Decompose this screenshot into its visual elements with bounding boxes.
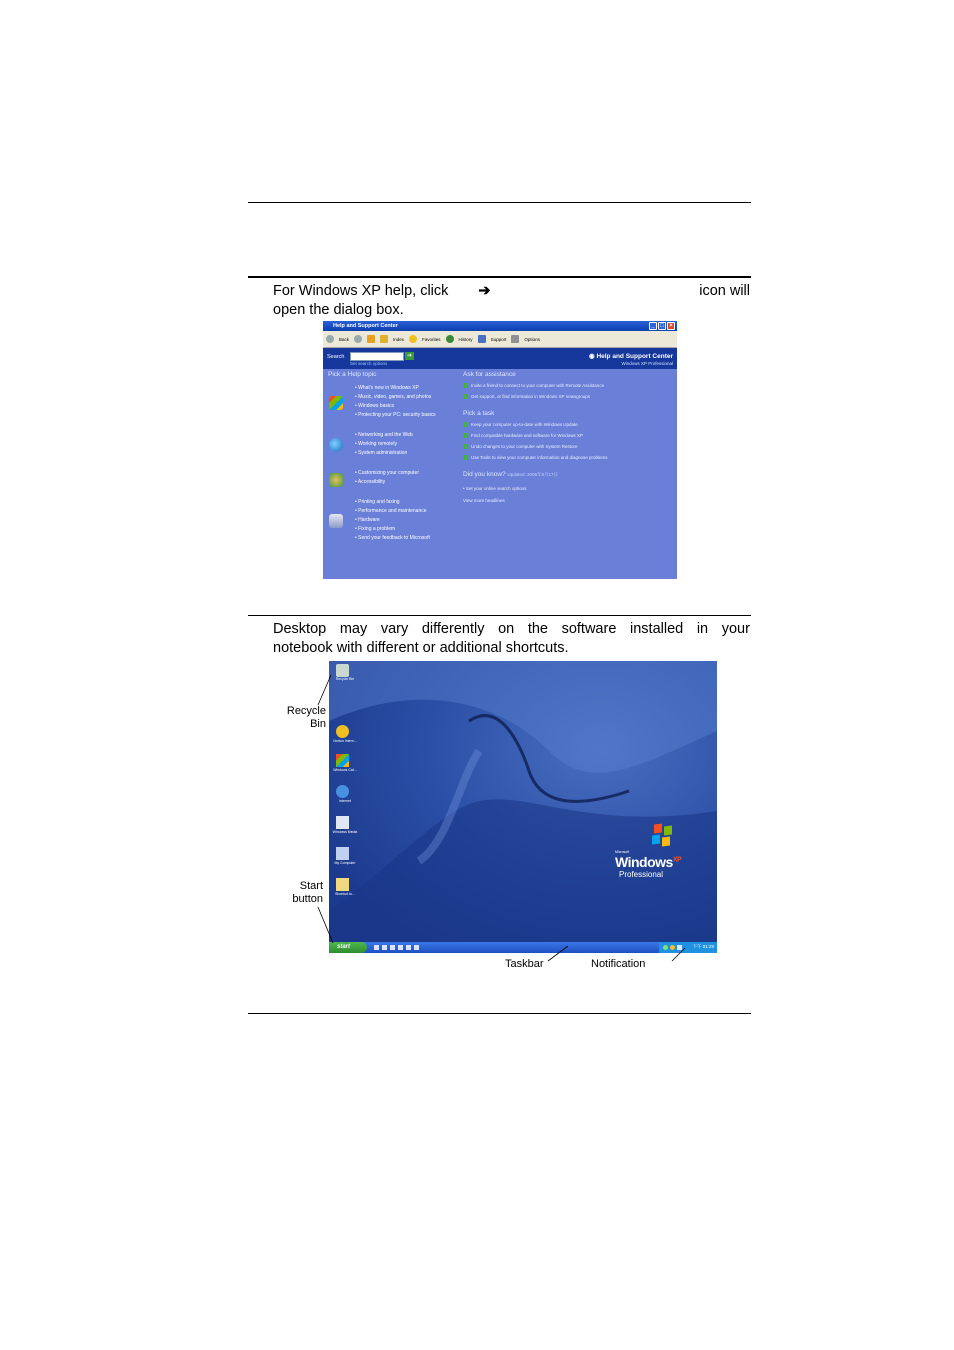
word: installed xyxy=(630,621,684,637)
start-label: start xyxy=(337,944,351,950)
task-item[interactable] xyxy=(463,444,578,449)
topic-item[interactable]: • Working remotely xyxy=(355,441,397,447)
topic-item[interactable]: • Protecting your PC: security basics xyxy=(355,412,436,418)
help-instruction-line1 xyxy=(273,282,750,301)
topic-item[interactable]: • Customizing your computer xyxy=(355,470,419,476)
callout-line: button xyxy=(292,893,323,905)
help-instruction-left: For Windows XP help, click xyxy=(273,283,449,299)
word: Desktop xyxy=(273,621,327,637)
recycle-bin-icon[interactable] xyxy=(336,664,349,677)
window-title: Help and Support Center xyxy=(333,323,398,329)
toolbar-index[interactable]: Index xyxy=(393,336,405,342)
word: on xyxy=(498,621,515,637)
task-item-text[interactable]: Use Tools to view your computer information and diagnose problems xyxy=(471,455,608,460)
history-icon[interactable] xyxy=(446,335,454,343)
green-arrow-icon xyxy=(463,444,468,449)
my-computer-icon[interactable] xyxy=(336,847,349,860)
topic-item[interactable]: • Send your feedback to Microsoft xyxy=(355,535,430,541)
dyk-item[interactable]: • Set your online search options xyxy=(463,486,527,491)
favorites-icon[interactable] xyxy=(409,335,417,343)
word: in xyxy=(696,621,709,637)
search-label: Search xyxy=(327,354,345,360)
desktop-icon-label: Shortcut to... xyxy=(335,892,355,896)
notification-callout: Notification xyxy=(591,958,646,970)
norton-icon[interactable] xyxy=(336,725,349,738)
green-arrow-icon xyxy=(463,383,468,388)
topic-item[interactable]: • What's new in Windows XP xyxy=(355,385,419,391)
toolbar-history[interactable]: History xyxy=(458,336,473,342)
options-icon[interactable] xyxy=(511,335,519,343)
ask-item[interactable] xyxy=(463,383,604,388)
topic-item[interactable]: • Performance and maintenance xyxy=(355,508,427,514)
logo-windows xyxy=(615,854,681,870)
topic-item[interactable]: • Hardware xyxy=(355,517,380,523)
word: your xyxy=(721,621,750,637)
task-item-text[interactable]: Find compatible hardware and software for Windows XP xyxy=(471,433,584,438)
brand-title: ◉ Help and Support Center xyxy=(588,353,673,360)
task-item-text[interactable]: Keep your computer up-to-date with Windows Update xyxy=(471,422,578,427)
maximize-icon[interactable]: □ xyxy=(658,322,666,330)
media-player-icon[interactable] xyxy=(336,816,349,829)
search-input[interactable] xyxy=(350,352,404,361)
window-titlebar xyxy=(323,321,677,331)
quicklaunch-icon[interactable] xyxy=(414,945,419,950)
ask-item-text[interactable]: Get support, or find information in Windows XP newsgroups xyxy=(471,394,590,399)
desktop-paragraph-line2: notebook with different or additional shortcuts. xyxy=(273,640,569,656)
brand-text: Help and Support Center xyxy=(596,353,673,360)
desktop-icon-label: My Computer xyxy=(334,861,356,865)
windows-catalog-icon[interactable] xyxy=(336,754,349,767)
header-rule xyxy=(248,202,751,203)
logo-microsoft: Microsoft xyxy=(615,850,630,854)
window-toolbar xyxy=(323,331,677,348)
pick-task-heading: Pick a task xyxy=(463,410,495,417)
toolbar-favorites[interactable]: Favorites xyxy=(422,336,441,342)
logo-windows-text: Windows xyxy=(615,854,673,870)
pick-topic-heading: Pick a Help topic xyxy=(328,371,377,378)
printer-icon xyxy=(329,514,343,528)
did-you-know-text: Did you know? xyxy=(463,471,506,478)
desktop-icon-label: Windows Cat... xyxy=(333,768,357,772)
task-item[interactable] xyxy=(463,433,583,438)
word: vary xyxy=(380,621,409,637)
help-instruction-paragraph xyxy=(273,282,750,320)
did-you-know-heading xyxy=(463,471,558,478)
home-icon[interactable] xyxy=(367,335,375,343)
topic-item[interactable]: • Accessibility xyxy=(355,479,386,485)
support-icon[interactable] xyxy=(478,335,486,343)
section2-rule xyxy=(248,615,751,616)
topic-item[interactable]: • System administration xyxy=(355,450,408,456)
ask-item[interactable] xyxy=(463,394,590,399)
index-icon[interactable] xyxy=(380,335,388,343)
task-item-text[interactable]: Undo changes to your computer with System Restore xyxy=(471,444,578,449)
tray-icon[interactable] xyxy=(663,945,668,950)
tray-icon[interactable] xyxy=(677,945,682,950)
desktop-icon-label: Recycle Bin xyxy=(335,677,355,681)
arrow-icon: ➔ xyxy=(478,283,491,299)
word: may xyxy=(339,621,368,637)
ask-item-text[interactable]: Invite a friend to connect to your computer with Remote Assistance xyxy=(471,383,605,388)
notification-area[interactable] xyxy=(659,942,717,953)
word: software xyxy=(561,621,617,637)
task-item[interactable] xyxy=(463,455,608,460)
forward-icon[interactable] xyxy=(354,335,362,343)
topic-item[interactable]: • Networking and the Web xyxy=(355,432,413,438)
callout-line: Recycle xyxy=(286,705,326,717)
dyk-item[interactable]: View more headlines xyxy=(463,498,505,503)
help-instruction-right: icon will xyxy=(699,283,750,299)
folder-icon[interactable] xyxy=(336,878,349,891)
desktop-paragraph xyxy=(273,620,750,658)
logo-xp: XP xyxy=(672,856,682,864)
help-support-window xyxy=(323,321,677,579)
topic-item[interactable]: • Music, video, games, and photos xyxy=(355,394,432,400)
footer-rule xyxy=(248,1013,751,1014)
windows-basics-icon xyxy=(329,396,343,410)
tray-icon[interactable] xyxy=(670,945,675,950)
desktop-wallpaper-swoosh xyxy=(329,661,717,953)
word: the xyxy=(527,621,548,637)
ask-assistance-heading: Ask for assistance xyxy=(463,371,516,378)
desktop-icon-label: Windows Media xyxy=(332,830,358,834)
recycle-bin-callout xyxy=(270,705,326,731)
quicklaunch-icon[interactable] xyxy=(382,945,387,950)
minimize-icon[interactable]: _ xyxy=(649,322,657,330)
callout-line: Start xyxy=(299,880,323,892)
customize-icon xyxy=(329,473,343,487)
desktop-icon-label: Internet xyxy=(339,799,351,803)
back-icon[interactable] xyxy=(326,335,334,343)
windows-flag-yellow xyxy=(662,836,670,846)
green-arrow-icon xyxy=(463,394,468,399)
search-options-link[interactable]: Set search options xyxy=(350,361,388,366)
internet-icon[interactable] xyxy=(336,785,349,798)
word: differently xyxy=(421,621,485,637)
section1-rule xyxy=(248,276,751,278)
green-arrow-icon xyxy=(463,422,468,427)
network-globe-icon xyxy=(329,438,343,452)
windows-flag-red xyxy=(654,823,662,833)
topic-item[interactable]: • Printing and faxing xyxy=(355,499,400,505)
quicklaunch-icon[interactable] xyxy=(406,945,411,950)
quicklaunch-icon[interactable] xyxy=(390,945,395,950)
quicklaunch-icon[interactable] xyxy=(398,945,403,950)
brand-subtitle: Windows XP Professional xyxy=(621,361,673,366)
desktop-paragraph-line1 xyxy=(273,620,750,639)
toolbar-support[interactable]: Support xyxy=(490,336,507,342)
callout-line: Bin xyxy=(310,718,326,730)
green-arrow-icon xyxy=(463,433,468,438)
windows-flag-green xyxy=(664,825,672,835)
green-arrow-icon xyxy=(463,455,468,460)
start-button-callout xyxy=(270,880,323,906)
toolbar-back[interactable]: Back xyxy=(339,336,350,342)
taskbar-callout: Taskbar xyxy=(505,958,544,970)
search-go-icon[interactable]: ➔ xyxy=(406,353,413,359)
toolbar-options[interactable]: Options xyxy=(524,336,540,342)
topic-item[interactable]: • Fixing a problem xyxy=(355,526,396,532)
topic-item[interactable]: • Windows basics xyxy=(355,403,394,409)
desktop-icon-label: Norton Intern... xyxy=(333,739,357,743)
taskbar[interactable] xyxy=(329,942,717,953)
task-item[interactable] xyxy=(463,422,578,427)
clock[interactable]: 下午 01:29 xyxy=(692,944,714,949)
start-button[interactable] xyxy=(329,942,367,953)
windows-flag-blue xyxy=(652,834,660,844)
quicklaunch-icon[interactable] xyxy=(374,945,379,950)
close-icon[interactable]: × xyxy=(667,322,675,330)
desktop-screenshot xyxy=(329,661,717,953)
search-bar xyxy=(323,348,677,369)
help-instruction-line2: open the dialog box. xyxy=(273,302,404,318)
logo-professional: Professional xyxy=(619,870,664,879)
did-you-know-updated: Updated: 2005年8月17日 xyxy=(507,472,558,477)
